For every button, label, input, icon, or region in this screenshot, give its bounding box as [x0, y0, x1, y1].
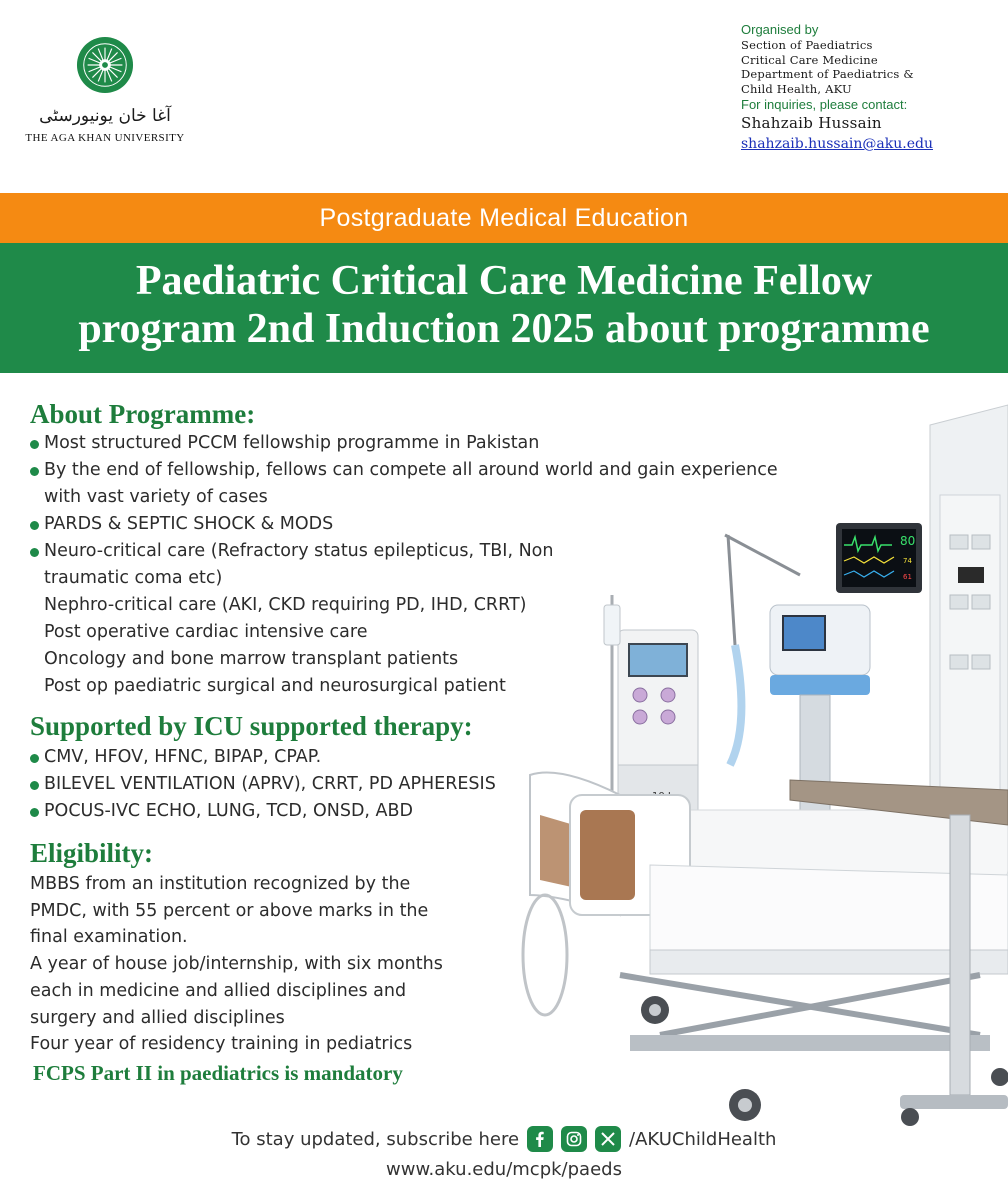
eligibility-text [30, 871, 890, 1058]
main-content [30, 398, 890, 1088]
list-item: Post operative cardiac intensive care [44, 622, 368, 642]
list-item: POCUS-IVC ECHO, LUNG, TCD, ONSD, ABD [30, 798, 890, 825]
website-link[interactable]: www.aku.edu/mcpk/paeds [386, 1159, 622, 1180]
list-item: traumatic coma etc) [44, 568, 223, 588]
monitor-readout: 80 [900, 534, 916, 548]
mandatory-note: FCPS Part II in paediatrics is mandatory [33, 1060, 403, 1085]
organiser-block [741, 22, 1003, 154]
list-item: Neuro-critical care (Refractory status epilepticus, TBI, Non [30, 538, 890, 565]
contact-label: For inquiries, please contact: [741, 97, 908, 112]
therapy-list [30, 744, 890, 825]
contact-email-link[interactable]: shahzaib.hussain@aku.edu [741, 136, 933, 152]
eligibility-line: A year of house job/internship, with six months [30, 954, 443, 975]
list-item: with vast variety of cases [44, 487, 268, 507]
social-handle: /AKUChildHealth [629, 1128, 777, 1150]
organiser-line: Critical Care Medicine [741, 52, 878, 67]
title-line: program 2nd Induction 2025 about programme [78, 306, 930, 352]
list-item: BILEVEL VENTILATION (APRV), CRRT, PD APHERESIS [30, 771, 890, 798]
facebook-icon[interactable] [527, 1126, 553, 1152]
monitor-readout: 74 [903, 557, 912, 565]
eligibility-line: MBBS from an institution recognized by the [30, 874, 411, 894]
instagram-icon[interactable] [561, 1126, 587, 1152]
footer [0, 1124, 1008, 1186]
title-line: Paediatric Critical Care Medicine Fellow [135, 258, 873, 304]
logo-university-name: THE AGA KHAN UNIVERSITY [25, 132, 185, 144]
logo-urdu-text: آغا خان یونیورسٹی [39, 106, 171, 126]
subtitle-banner: Postgraduate Medical Education [0, 193, 1008, 243]
list-item: Nephro-critical care (AKI, CKD requiring PD, IHD, CRRT) [44, 595, 527, 615]
organiser-line: Section of Paediatrics [741, 38, 873, 52]
organiser-line: Department of Paediatrics & [741, 67, 914, 81]
monitor-readout: 61 [903, 573, 912, 581]
list-item: Post op paediatric surgical and neurosurgical patient [44, 676, 506, 696]
eligibility-line: surgery and allied disciplines [30, 1007, 285, 1028]
list-item: By the end of fellowship, fellows can compete all around world and gain experience [30, 457, 890, 484]
eligibility-line: Four year of residency training in pediatrics [30, 1034, 413, 1055]
about-heading: About Programme: [30, 399, 256, 429]
list-item: Most structured PCCM fellowship programme in Pakistan [30, 430, 890, 457]
eligibility-line: each in medicine and allied disciplines and [30, 980, 407, 1001]
therapy-heading: Supported by ICU supported therapy: [30, 711, 473, 741]
aku-logo [20, 36, 190, 144]
subscribe-text: To stay updated, subscribe here [231, 1128, 520, 1150]
eligibility-line: final examination. [30, 927, 188, 948]
eligibility-heading: Eligibility: [30, 838, 154, 868]
contact-name: Shahzaib Hussain [741, 114, 882, 132]
x-icon[interactable] [595, 1126, 621, 1152]
eligibility-line: PMDC, with 55 percent or above marks in the [30, 900, 429, 921]
organiser-line: Child Health, AKU [741, 81, 852, 96]
list-item: CMV, HFOV, HFNC, BIPAP, CPAP. [30, 744, 890, 771]
list-item: Oncology and bone marrow transplant patients [44, 649, 459, 669]
aku-emblem-icon [76, 36, 134, 94]
subscribe-row [0, 1124, 1008, 1154]
list-item: PARDS & SEPTIC SHOCK & MODS [30, 511, 890, 538]
organised-by-label: Organised by [741, 22, 819, 37]
title-banner [0, 243, 1008, 373]
about-list [30, 430, 890, 700]
